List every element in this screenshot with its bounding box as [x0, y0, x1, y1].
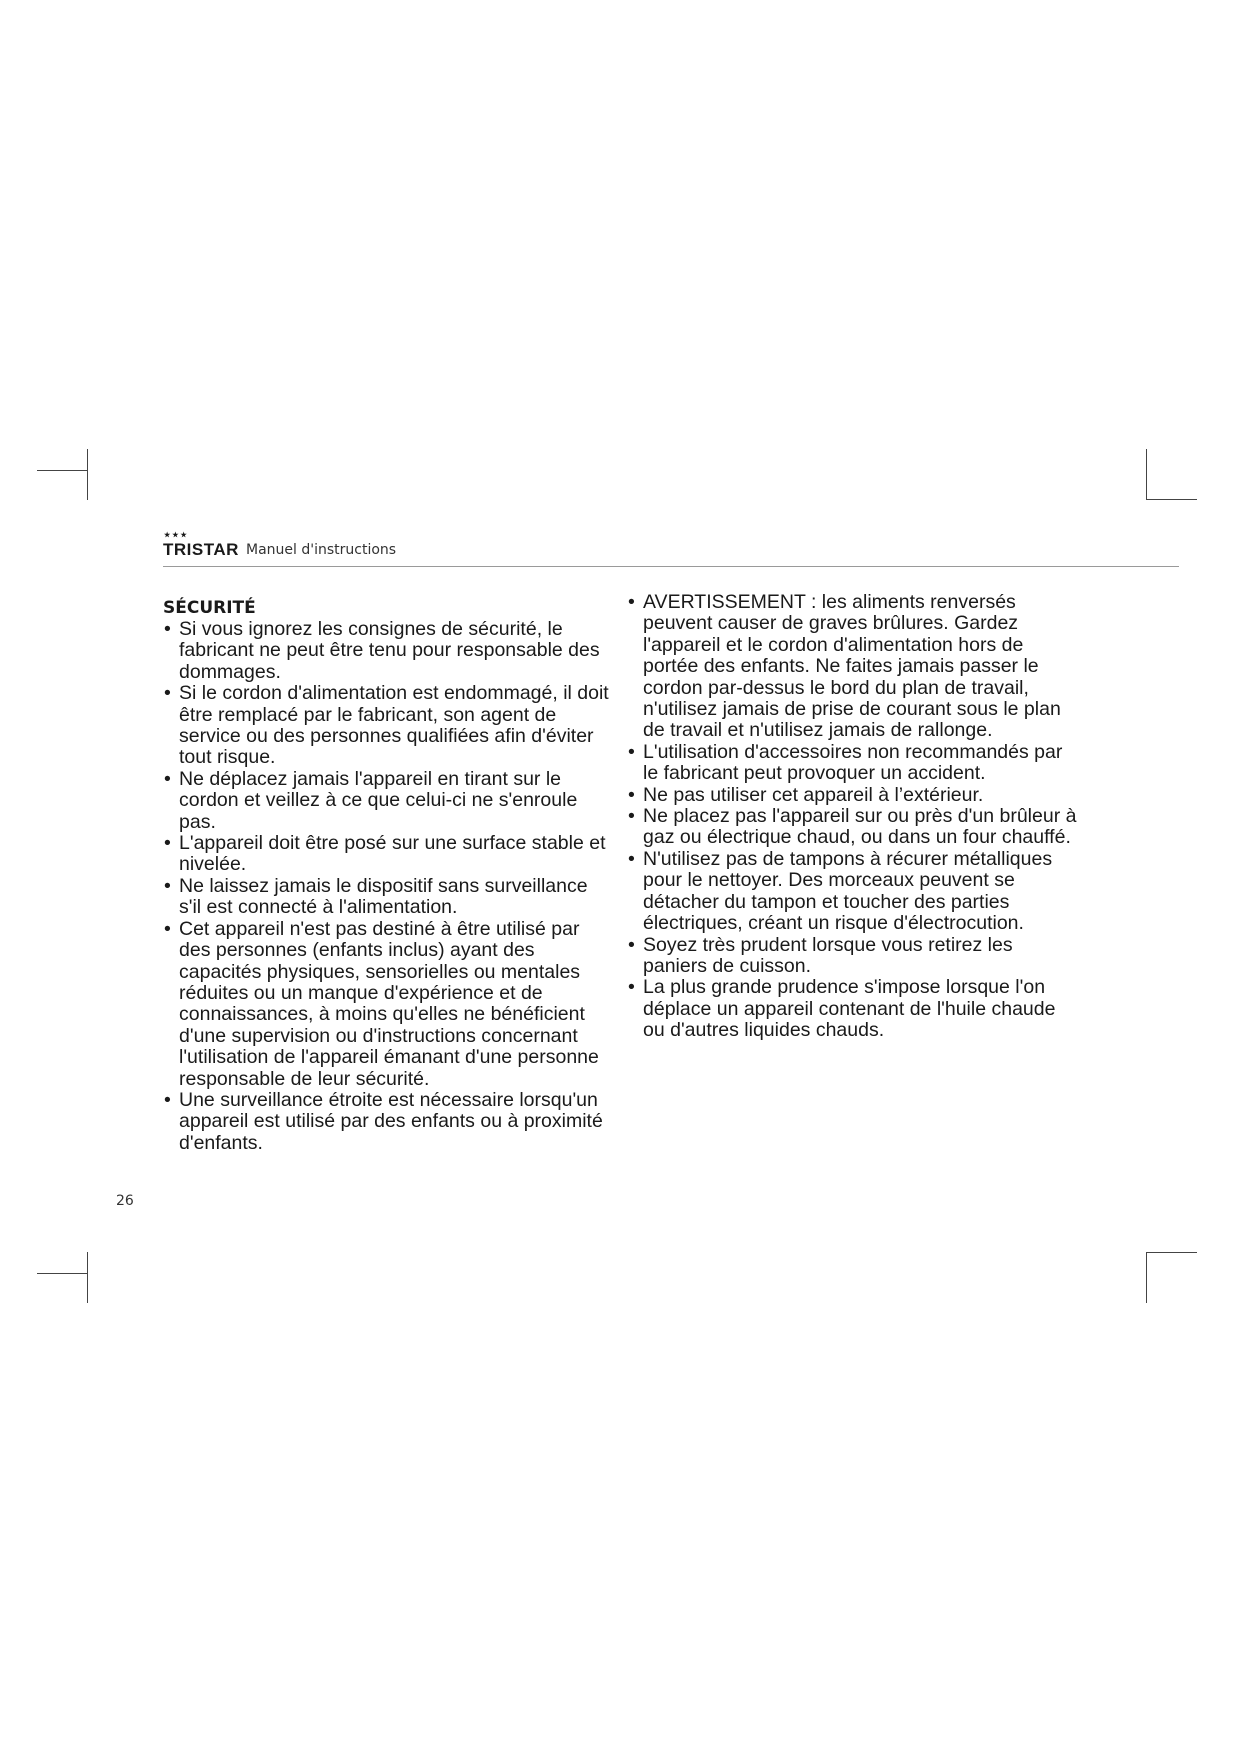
bullet-icon: •: [164, 832, 171, 855]
list-item: [163, 769, 613, 833]
crop-mark-bottom-left-v: [87, 1252, 88, 1303]
list-item-text: N'utilisez pas de tampons à récurer métalliques pour le nettoyer. Des morceaux peuvent se détacher du tampon et toucher des parties électriques, créant un risque d'électrocution.: [643, 847, 1053, 935]
list-item: [163, 619, 613, 683]
list-item-text: Une surveillance étroite est nécessaire lorsqu'un appareil est utilisé par des enfants ou à proximité d'enfants.: [179, 1088, 603, 1154]
list-item: [163, 1090, 613, 1154]
bullet-icon: •: [628, 783, 635, 806]
list-item-text: Soyez très prudent lorsque vous retirez les paniers de cuisson.: [643, 933, 1013, 977]
list-item-text: La plus grande prudence s'impose lorsque l'on déplace un appareil contenant de l'huile chaude ou d'autres liquides chauds.: [643, 976, 1056, 1042]
brand-logo: [163, 532, 239, 560]
page-header: [163, 534, 1179, 568]
list-item-text: Ne pas utiliser cet appareil à l’extérieur.: [643, 783, 984, 806]
header-divider: [163, 566, 1179, 567]
manual-title: Manuel d'instructions: [246, 542, 397, 558]
bullet-icon: •: [164, 874, 171, 897]
brand-name: TRISTAR: [163, 540, 239, 559]
list-item: [627, 806, 1077, 849]
page-number: 26: [116, 1193, 134, 1209]
crop-mark-top-left-v: [87, 449, 88, 500]
bullet-icon: •: [628, 591, 635, 613]
crop-mark-bottom-right-h: [1146, 1252, 1197, 1253]
section-title: SÉCURITÉ: [163, 598, 256, 618]
list-item: [627, 592, 1077, 742]
bullet-icon: •: [628, 740, 635, 763]
list-item: [163, 919, 613, 1090]
list-item: [627, 849, 1077, 935]
crop-mark-top-right-v: [1146, 449, 1147, 500]
bullet-icon: •: [164, 618, 171, 640]
list-item-text: Si vous ignorez les consignes de sécurité, le fabricant ne peut être tenu pour responsable des dommages.: [179, 618, 600, 683]
list-item-text: AVERTISSEMENT : les aliments renversés peuvent causer de graves brûlures. Gardez l'appareil et le cordon d'alimentation hors de portée des enfants. Ne faites jamais passer le cordon par-dessus le bord du plan de travail, n'utilisez jamais de prise de courant sous le plan de travail et n'utilisez jamais de rallonge.: [643, 591, 1061, 742]
list-item-text: Si le cordon d'alimentation est endommagé, il doit être remplacé par le fabricant, son agent de service ou des personnes qualifiées afin d'éviter tout risque.: [179, 682, 609, 769]
list-item: [163, 683, 613, 769]
bullet-icon: •: [164, 1088, 171, 1111]
list-item: [163, 876, 613, 919]
bullet-icon: •: [164, 767, 171, 790]
brand-stars-icon: ★★★: [164, 532, 189, 539]
bullet-icon: •: [628, 847, 635, 870]
list-item-text: Ne déplacez jamais l'appareil en tirant sur le cordon et veillez à ce que celui-ci ne s'enroule pas.: [179, 767, 578, 833]
right-column: [627, 592, 1077, 1042]
crop-mark-top-right-h: [1146, 499, 1197, 500]
safety-list-left: [163, 619, 613, 1154]
list-item: [163, 833, 613, 876]
safety-list-right: [627, 592, 1077, 1042]
list-item: [627, 935, 1077, 978]
bullet-icon: •: [164, 917, 171, 940]
list-item: [627, 742, 1077, 785]
list-item-text: Cet appareil n'est pas destiné à être utilisé par des personnes (enfants inclus) ayant des capacités physiques, sensorielles ou mentales réduites ou un manque d'expérience et de connaissances, à moins qu'elles ne bénéficient d'une supervision ou d'instructions concernant l'utilisation de l'appareil émanant d'une personne responsable de leur sécurité.: [179, 917, 599, 1090]
list-item: [627, 785, 1077, 806]
crop-mark-top-left-h: [37, 470, 88, 471]
crop-mark-bottom-right-v: [1146, 1252, 1147, 1303]
bullet-icon: •: [628, 976, 635, 999]
list-item-text: Ne placez pas l'appareil sur ou près d'un brûleur à gaz ou électrique chaud, ou dans un four chauffé.: [643, 805, 1077, 849]
left-column: [163, 594, 613, 1154]
list-item: [627, 977, 1077, 1041]
bullet-icon: •: [628, 933, 635, 956]
list-item-text: L'appareil doit être posé sur une surface stable et nivelée.: [179, 832, 606, 876]
list-item-text: L'utilisation d'accessoires non recommandés par le fabricant peut provoquer un accident.: [643, 740, 1063, 785]
bullet-icon: •: [628, 805, 635, 828]
crop-mark-bottom-left-h: [37, 1273, 88, 1274]
bullet-icon: •: [164, 682, 171, 705]
list-item-text: Ne laissez jamais le dispositif sans surveillance s'il est connecté à l'alimentation.: [179, 874, 588, 919]
